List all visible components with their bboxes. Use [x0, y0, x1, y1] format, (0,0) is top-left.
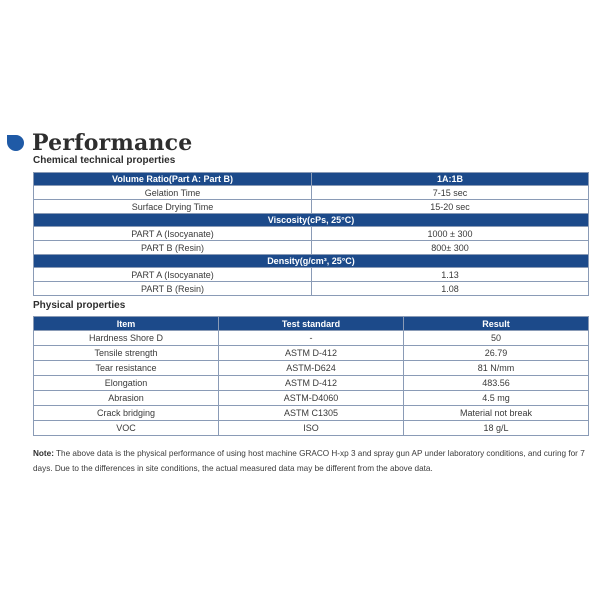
- table-row: [34, 200, 589, 214]
- test-standard-cell: -: [219, 331, 404, 346]
- page-title: Performance: [32, 130, 193, 156]
- chemical-properties-table: [33, 172, 589, 296]
- column-header-item: Item: [34, 317, 219, 331]
- result-cell: 483.56: [404, 376, 589, 391]
- viscosity-header-row: [34, 214, 589, 227]
- chemical-properties-heading: Chemical technical properties: [33, 155, 176, 166]
- table-row: [34, 282, 589, 296]
- item-cell: VOC: [34, 421, 219, 436]
- table-row: [34, 268, 589, 282]
- test-standard-cell: ASTM C1305: [219, 406, 404, 421]
- viscosity-header: Viscosity(cPs, 25°C): [34, 214, 589, 227]
- section-header: [5, 128, 192, 158]
- volume-ratio-label: Volume Ratio(Part A: Part B): [34, 173, 312, 186]
- result-cell: 26.79: [404, 346, 589, 361]
- property-label: PART A (Isocyanate): [34, 268, 312, 282]
- table-row: [34, 346, 589, 361]
- table-row: [34, 241, 589, 255]
- test-standard-cell: ASTM-D4060: [219, 391, 404, 406]
- test-standard-cell: ASTM D-412: [219, 376, 404, 391]
- table-row: [34, 406, 589, 421]
- item-cell: Elongation: [34, 376, 219, 391]
- property-value: 1.08: [312, 282, 589, 296]
- property-label: Gelation Time: [34, 186, 312, 200]
- item-cell: Tensile strength: [34, 346, 219, 361]
- property-value: 1000 ± 300: [312, 227, 589, 241]
- physical-properties-table: [33, 316, 589, 436]
- column-header-row: [34, 317, 589, 331]
- density-header-row: [34, 255, 589, 268]
- test-standard-cell: ASTM D-412: [219, 346, 404, 361]
- property-value: 1.13: [312, 268, 589, 282]
- column-header-test-standard: Test standard: [219, 317, 404, 331]
- footnote: [33, 446, 593, 476]
- result-cell: Material not break: [404, 406, 589, 421]
- leaf-icon: [5, 133, 25, 153]
- table-row: [34, 186, 589, 200]
- property-label: PART B (Resin): [34, 241, 312, 255]
- table-row: [34, 421, 589, 436]
- item-cell: Hardness Shore D: [34, 331, 219, 346]
- volume-ratio-value: 1A:1B: [312, 173, 589, 186]
- table-row: [34, 227, 589, 241]
- property-label: PART A (Isocyanate): [34, 227, 312, 241]
- table-row: [34, 331, 589, 346]
- table-row: [34, 361, 589, 376]
- property-label: PART B (Resin): [34, 282, 312, 296]
- item-cell: Crack bridging: [34, 406, 219, 421]
- table-row: [34, 376, 589, 391]
- result-cell: 81 N/mm: [404, 361, 589, 376]
- column-header-result: Result: [404, 317, 589, 331]
- note-label: Note:: [33, 449, 54, 458]
- table-row: [34, 391, 589, 406]
- result-cell: 18 g/L: [404, 421, 589, 436]
- density-header: Density(g/cm³, 25°C): [34, 255, 589, 268]
- result-cell: 4.5 mg: [404, 391, 589, 406]
- item-cell: Abrasion: [34, 391, 219, 406]
- item-cell: Tear resistance: [34, 361, 219, 376]
- note-text: The above data is the physical performance of using host machine GRACO H-xp 3 and spray gun AP under laboratory conditions, and curing for 7 days. Due to the differences in site conditions, the actual measured data may be different from the above data.: [33, 449, 585, 473]
- property-value: 800± 300: [312, 241, 589, 255]
- property-value: 7-15 sec: [312, 186, 589, 200]
- physical-properties-heading: Physical properties: [33, 300, 126, 311]
- property-value: 15-20 sec: [312, 200, 589, 214]
- property-label: Surface Drying Time: [34, 200, 312, 214]
- result-cell: 50: [404, 331, 589, 346]
- test-standard-cell: ISO: [219, 421, 404, 436]
- volume-ratio-header-row: [34, 173, 589, 186]
- test-standard-cell: ASTM-D624: [219, 361, 404, 376]
